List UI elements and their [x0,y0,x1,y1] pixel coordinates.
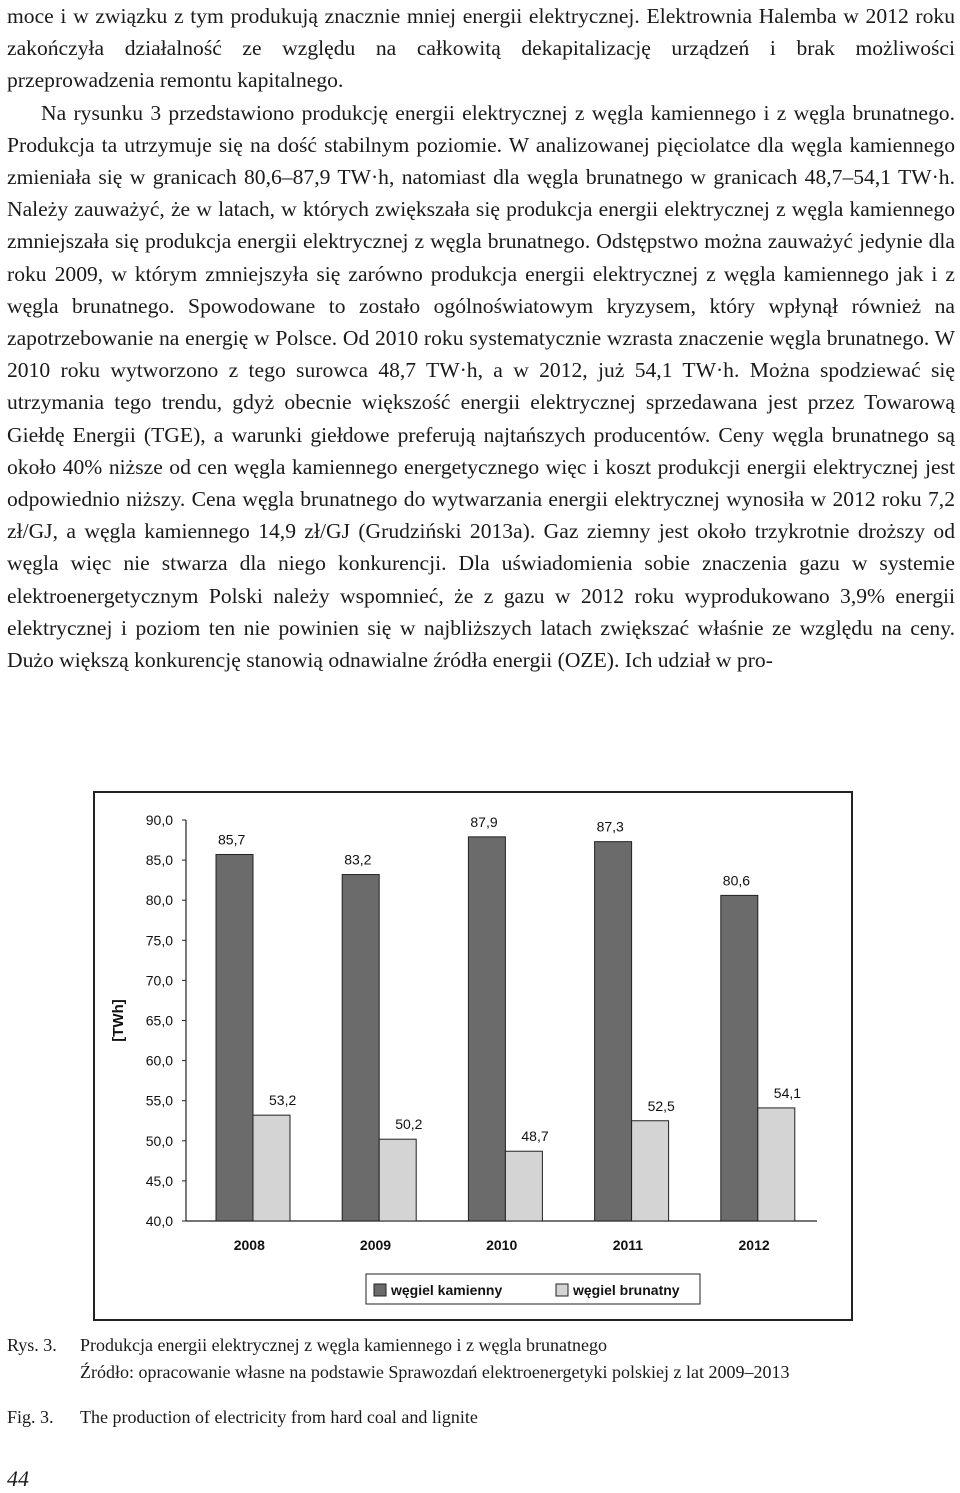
y-tick-label: 80,0 [145,892,173,909]
y-tick-label: 70,0 [145,972,173,989]
x-tick-label: 2012 [738,1237,770,1253]
figure-caption [7,1332,955,1386]
figure-caption-en [7,1404,955,1431]
x-tick-label: 2009 [359,1237,392,1253]
data-label: 87,3 [596,818,624,835]
bar-hard-coal [721,895,758,1221]
y-tick-label: 50,0 [145,1132,173,1149]
body-text [7,0,955,676]
y-tick-label: 45,0 [145,1172,173,1189]
y-tick-label: 40,0 [145,1213,173,1229]
data-label: 50,2 [395,1116,423,1133]
caption-title-en: The production of electricity from hard coal and lignite [80,1407,478,1427]
page-number: 44 [7,1466,29,1491]
bar-hard-coal [468,837,505,1221]
bar-lignite [253,1115,290,1221]
x-tick-label: 2008 [233,1237,265,1253]
legend-label-hard-coal: węgiel kamienny [391,1282,503,1298]
caption-title: Produkcja energii elektrycznej z węgla kamiennego i z węgla brunatnego [80,1335,607,1355]
paragraph: moce i w związku z tym produkują znacznie mniej energii elektrycznej. Elektrownia Halemba w 2012 roku zakończyła działalność ze względu na całkowitą dekapitalizację urządzeń i brak możliwości przeprowadzenia remontu kapitalnego. [7,4,955,93]
data-label: 48,7 [521,1128,549,1145]
bar-hard-coal [216,854,253,1221]
y-axis-label: [TWh] [110,999,127,1042]
legend-swatch-lignite [556,1284,568,1296]
x-tick-label: 2011 [612,1237,644,1253]
caption-source: Źródło: opracowanie własne na podstawie Sprawozdań elektroenergetyki polskiej z lat 2009–2013 [80,1362,790,1382]
data-label: 52,5 [647,1097,675,1114]
data-label: 80,6 [722,872,751,889]
bar-hard-coal [342,875,379,1221]
x-tick-label: 2010 [486,1237,518,1253]
y-tick-label: 75,0 [145,932,173,949]
y-tick-label: 90,0 [145,812,173,828]
caption-label: Rys. 3. [7,1335,57,1355]
data-label: 83,2 [344,851,372,868]
y-tick-label: 85,0 [145,852,173,869]
chart-frame [93,791,853,1321]
bar-lignite [505,1151,542,1221]
data-label: 87,9 [470,813,498,830]
data-label: 54,1 [773,1084,802,1101]
bar-lignite [632,1121,669,1221]
legend-label-lignite: węgiel brunatny [573,1282,680,1298]
bar-lignite [379,1139,416,1221]
y-tick-label: 55,0 [145,1092,173,1109]
y-tick-label: 65,0 [145,1012,173,1029]
bar-hard-coal [595,842,632,1221]
caption-label-en: Fig. 3. [7,1407,54,1427]
bar-chart [95,793,851,1319]
data-label: 53,2 [269,1092,297,1109]
legend-swatch-hard-coal [374,1284,386,1296]
paragraph: Na rysunku 3 przedstawiono produkcję energii elektrycznej z węgla kamiennego i z węgla brunatnego. Produkcja ta utrzymuje się na dość stabilnym poziomie. W analizowanej pięciolatce dla węgla kamiennego zmieniała się w granicach 80,6–87,9 TW·h, natomiast dla węgla brunatnego w granicach 48,7–54,1 TW·h. Należy zauważyć, że w latach, w których zwiększała się produkcja energii elektrycznej z węgla kamiennego zmniejszała się produkcja energii elektrycznej z węgla brunatnego. Odstępstwo można zauważyć jedynie dla roku 2009, w którym zmniejszyła się zarówno produkcja energii elektrycznej z węgla kamiennego jak i z węgla brunatnego. Spowodowane to zostało ogólnoświatowym kryzysem, który wpłynął również na zapotrzebowanie na energię w Polsce. Od 2010 roku systematycznie wzrasta znaczenie węgla brunatnego. W 2010 roku wytworzono z tego surowca 48,7 TW·h, a w 2012, już 54,1 TW·h. Można spodziewać się utrzymania tego trendu, gdyż obecnie większość energii elektrycznej sprzedawana jest przez Towarową Giełdę Energii (TGE), a warunki giełdowe preferują najtańszych producentów. Ceny węgla brunatnego są około 40% niższe od cen węgla kamiennego energetycznego więc i koszt produkcji energii elektrycznej jest odpowiednio niższy. Cena węgla brunatnego do wytwarzania energii elektrycznej wynosiła w 2012 roku 7,2 zł/GJ, a węgla kamiennego 14,9 zł/GJ (Grudziński 2013a). Gaz ziemny jest około trzykrotnie droższy od węgla więc nie stwarza dla niego konkurencji. Dla uświadomienia sobie znaczenia gazu w systemie elektroenergetycznym Polski należy wspomnieć, że z gazu w 2012 roku wyprodukowano 3,9% energii elektrycznej i poziom ten nie powinien się w najbliższych latach zwiększać właśnie ze względu na ceny. Dużo większą konkurencję stanowią odnawialne źródła energii (OZE). Ich udział w pro- [7,100,955,673]
y-tick-label: 60,0 [145,1052,173,1069]
data-label: 85,7 [218,831,246,848]
bar-lignite [758,1108,795,1221]
